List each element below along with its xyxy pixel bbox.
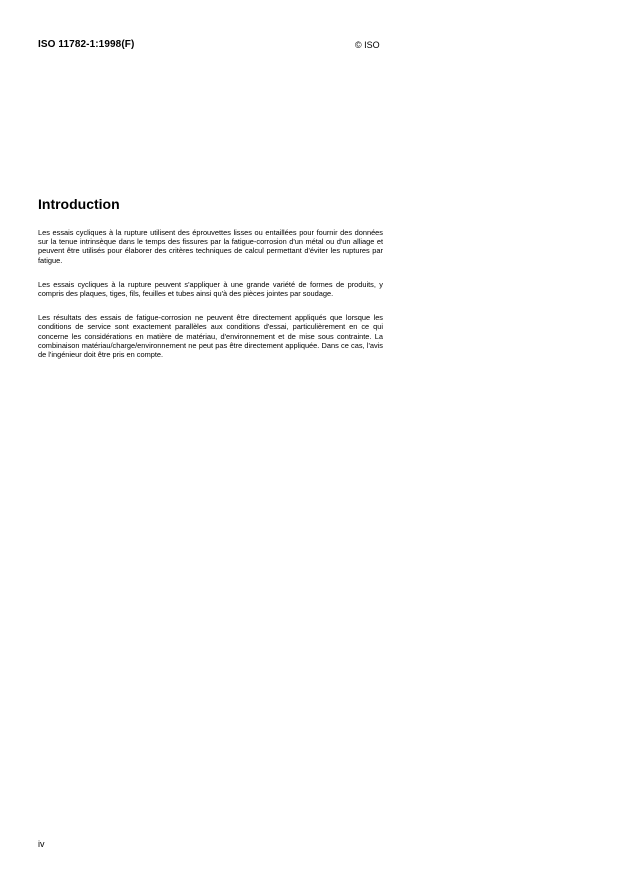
paragraph-3: Les résultats des essais de fatigue-corrosion ne peuvent être directement appliqués que lorsque les conditions de service sont exactement parallèles aux conditions d'essai, particulièrement en ce qui concerne les considérations en matière de matériau, d'environnement et de mise sous contrainte. La combinaison matériau/charge/environnement ne peut pas être directement appliquée. Dans ce cas, l'avis de l'ingénieur doit être pris en compte. [38, 313, 383, 360]
standard-identifier: ISO 11782-1:1998(F) [38, 39, 135, 50]
paragraph-1: Les essais cycliques à la rupture utilisent des éprouvettes lisses ou entaillées pour fournir des données sur la tenue intrinsèque dans le temps des fissures par la fatigue-corrosion d'un métal ou d'un alliage et peuvent être utilisés pour élaborer des critères techniques de calcul permettant d'éviter les ruptures par fatigue. [38, 228, 383, 265]
introduction-body [38, 228, 383, 374]
page-number: iv [38, 839, 45, 849]
paragraph-2: Les essais cycliques à la rupture peuvent s'appliquer à une grande variété de formes de produits, y compris des plaques, tiges, fils, feuilles et tubes ainsi qu'à des pièces jointes par soudage. [38, 279, 383, 299]
copyright-notice: © ISO [355, 40, 380, 50]
section-title: Introduction [38, 196, 120, 212]
